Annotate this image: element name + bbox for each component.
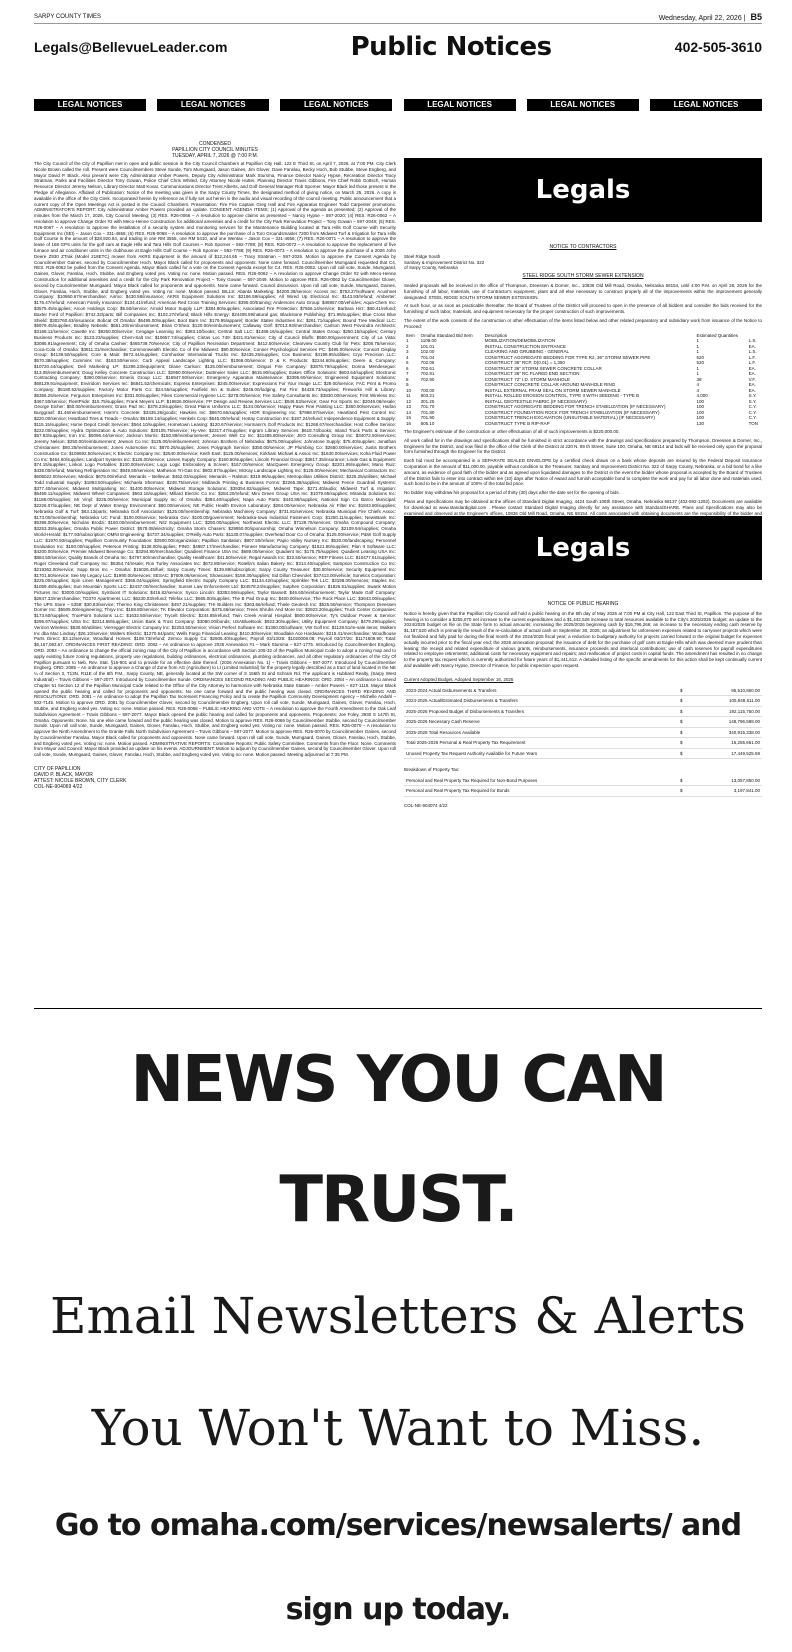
bid-col-standard: Omaha Standard Bid Item bbox=[420, 332, 473, 338]
bid-item-cell: 11 bbox=[406, 393, 411, 399]
contractors-para-6: Each bid must be accompanied in a SEPARATE SEALED ENVELOPE by a certified check drawn on a bank whose deposits are insured by the Federal Deposit Insurance Corporation in the amount of $11,000.00, payable without condition to the Treasurer, Sanitary and Improvement District No. 322 of Sarpy County, Nebraska, or a bid bond for a like amount, as evidence of good faith of the bidder and as agreed upon liquidated damages to the District in the event the bidder whose proposal is accepted by the Board of Trustees of the District fails to enter into contract within ten (10) days after Notice of Award and furnish acceptable bond to complete the work and pay for all labor done and materials used, such bond to be in the amount of 100% of the total bid price. bbox=[404, 458, 762, 487]
budget-amt: 16,255,661.00 bbox=[692, 738, 762, 749]
legal-notices-tab: LEGAL NOTICES bbox=[527, 99, 639, 111]
council-minutes-notice bbox=[34, 141, 396, 991]
issue-date-and-page: Wednesday, April 22, 2026 | B5 bbox=[658, 11, 762, 22]
bid-item-cell: 4 bbox=[696, 387, 699, 393]
contractors-para-7: No bidder may withdraw his proposal for a period of thirty (30) days after the date set for the opening of bids. bbox=[404, 490, 620, 496]
budget-cur: $ bbox=[678, 686, 692, 696]
newsletter-ad[interactable] bbox=[34, 1014, 762, 1627]
contractors-addr-2: Sanitary & Improvement District No. 322 bbox=[404, 259, 485, 265]
bid-item-cell: 100 bbox=[696, 404, 704, 410]
bid-item-cell: CONSTRUCT TRENCH EXCAVATION (UNSUITABLE MATERIAL) (IF NECESSARY) bbox=[484, 415, 655, 421]
budget-row bbox=[404, 786, 762, 797]
budget-table bbox=[404, 686, 762, 760]
bid-item-cell: 1 bbox=[696, 371, 699, 377]
bid-item-cell: 13 bbox=[406, 404, 412, 410]
bid-item-cell: 702.90 bbox=[420, 376, 435, 382]
bid-item-cell: 301.25 bbox=[420, 398, 435, 404]
bid-item-cell: EA. bbox=[748, 371, 756, 377]
bid-item-row bbox=[404, 421, 762, 427]
contractors-subtitle: STEEL RIDGE SOUTH STORM SEWER EXTENSION bbox=[522, 273, 644, 280]
bid-item-cell: 4,000 bbox=[696, 393, 708, 399]
legal-notices-tab: LEGAL NOTICES bbox=[34, 99, 146, 111]
minutes-heading-condensed: CONDENSED bbox=[199, 141, 231, 147]
signature-city: CITY OF PAPILLION bbox=[34, 766, 81, 773]
budget-label: Personal and Real Property Tax Required for Bonds bbox=[404, 786, 678, 797]
budget-label: Total 2025-2026 Personal & Real Property Tax Requirement bbox=[404, 738, 678, 749]
budget-row bbox=[404, 686, 762, 696]
budget-cur: $ bbox=[678, 786, 692, 797]
legal-notices-tab: LEGAL NOTICES bbox=[280, 99, 392, 111]
bid-item-cell: S.Y. bbox=[748, 393, 757, 399]
bid-item-cell: 36' bbox=[696, 376, 703, 382]
bid-item-cell: 702.06 bbox=[420, 360, 435, 366]
bid-item-cell: CONSTRUCT AGGREGATE BEDDING FOR TYPE R2, 36" STORM SEWER PIPE bbox=[484, 354, 651, 360]
budget-amt: 3,197,841.00 bbox=[692, 786, 762, 797]
bid-item-cell: 7 bbox=[406, 371, 409, 377]
budget-amt: 192,115,750.00 bbox=[692, 706, 762, 717]
issue-date: Wednesday, April 22, 2026 bbox=[658, 14, 742, 22]
budget-cur: $ bbox=[678, 748, 692, 759]
bid-item-cell: 16 bbox=[406, 420, 412, 426]
bid-item-cell: 803.21 bbox=[420, 393, 435, 399]
hearing-para: Notice is hereby given that the Papillion City Council will hold a public hearing on the 5th day of May 2026 at 7:00 PM at City Hall, 122 East Third St, Papillion. The purpose of the hearing is to consider a $255,070 net increase to the current expenditures and a $1,442,526 increase to total resources available to the City's 2025/2026 budget; an update to the 2024/2025 budget on file on the State form to actual amounts; increasing the 2025/2026 beginning cash by $16,796,266; an increase to the necessary ending cash reserve by $1,187,520 which is primarily the result of the re-calculation of actual cash on September 30, 2025; an adjustment for unforeseen expenses related to carryover projects which were not finalized and fully paid for during the final month of the 2024/2025 fiscal year; a reduction to budgetary authority for projects carried forward in the original budget for expenses actually incurred prior to the fiscal year end; the 2026 annexation proposal; the issuance of debt for the purchase of golf carts at Eagle Hills which was deemed more prudent than leasing; the receipt and related expenditure of various grants, reimbursements, insurance proceeds and interlocal contributions; use of cash reserves for payroll expenditures related to employee retirements; additional costs for necessary equipment and repairs; and reallocation of project costs in capital funds. The amendment has resulted in no change to the property tax request which is currently authorized for future years of $1,441,612. A detailed listing of the specific amendments for this action shall be kept continually current and available with Nancy Hypse, Director of Finance, for public inspection upon request. bbox=[404, 610, 762, 668]
bid-item-cell: INSTALL CONSTRUCTION ENTRANCE bbox=[484, 343, 567, 349]
bid-item-cell: 4 bbox=[406, 354, 409, 360]
bid-item-cell: CONSTRUCT CONCRETE COLLAR AROUND MANHOLE RING bbox=[484, 382, 616, 388]
budget-cur: $ bbox=[678, 717, 692, 728]
budget-row bbox=[404, 738, 762, 749]
bid-item-cell: 3 bbox=[406, 349, 409, 355]
bid-item-cell: 701.80 bbox=[420, 409, 435, 415]
minutes-body: The City Council of the City of Papillion met in open and public session in the City Council Chambers at Papillion City Hall, 122 E Third St, on April 7, 2026, at 7:00 PM. City Clerk Nicole Brown called the roll. Present were Councilmembers Steve Sunde, Tom Mumgaard, Jason Gaines, Jim Glover, Dave Fanslau, Becky Hoch, Bob Stubbe, Steve Engberg, and Mayor David P. Black. Also present were City Administrator Amber Powers, Deputy City Administrator Mark Stursma, Finance Director Nancy Hypse, Recreation Director Tracy Stratman, Parks and Facilities Director Tony Gowan, Police Chief Chris Whited, City Attorney Nicole Hutter, Planning Director Travis Gibbons, Fire Chief Robb Gottsch, Human Resource Director Jeremy Nelson, Library Director Matt Kovar, Communications Director Trent Alberts, and Golf General Manager Rob Sporner. Mayor Black led those present in the Pledge of Allegiance. Affidavit of Publication: Notice of the meeting was given in the Sarpy County Times, the designated method of giving notice, on March 25, 2026. A copy is available in the office of the City Clerk. Incorporated herein by reference as if fully set out herein is the audio and visual recording of the council meeting. Public announcement that a current copy of the Open Meetings Act is posted in the Council Chambers. Presentation: Fire Fire Captain Greg Hall and Fire Apparatus Engineer Todd Carpenter promotions. ADMINISTRATOR'S REPORT: City Administrator Amber Powers provided an update. CONSENT AGENDA ITEMS: (1) Approval of the agenda as presented; (2) Approval of the minutes from the March 17, 2026, City Council Meeting; (3) RES. R26-0066 – A resolution to approve claims as presented – Nancy Hypse – 597-2020; (4) RES. R26-0062 – A resolution to approve Change Order #2 with Meco-Henne Construction for additional amenities and a credit for the City Park Renovation Project – Tony Gowan – 597-2049; (5) RES. R26-0067 – A resolution to approve the installation of a security system and monitoring services for the Maintenance Building located at Tara Hills Golf Course with Security Equipment Inc (SEI) – Jason Cox – 331-4656; (6) RES. R26-0068 – A resolution to approve the purchase of a Toro Groundsmaster 7200 from Midwest Turf & Irrigation for Tara Hills Golf Course in the amount of $28,920.84, and trading in one RM 3555, one RM 5410, and one Wentax – Jason Cox – 331-4656; (7) RES. R26-0071 – A resolution to approve the lease of 168 GPS units for the golf cars at Eagle Hills and Tara Hills Golf Courses – Rob Sporner – 592-7788; (8) RES. R26-0072 – A resolution to approve the replacement of five furnace and air conditioner units in the clubhouse at Eagle Hills Golf Course – Rob Sporner – 592-7788; (9) RES. R26-0073 – A resolution to approve the purchase of a 2026 John Deere Z930 ZTrak (Model 218ETC) mower from AKRS Equipment in the amount of $12,244.65 – Tracy Stratman – 597-2026. Motion to approve the Consent Agenda by Councilmember Gaines, second by Councilmember Hoch. Mayor Black called for proponents and opponents. None came forward. Councilmember Mumgaard requested that C4, RES. R26-0062 be pulled from the Consent Agenda. Mayor Black called for a vote on the Consent Agenda except for C4. RES. R26-0062. Upon roll call vote, Sunde, Mumgaard, Gaines, Glover, Fanslau, Hoch, Stubbe, and Engberg voted yes. Voting no: none. Motion passed. RES. R26-0062 – A resolution to approve Change Order #2 with Meco-Henne Construction for additional amenities and a credit for the City Park Renovation Project – Tony Gowan – 597-2049. Motion to approve RES. R26-0062 by Councilmember Glover, second by Councilmember Mumgaard. Mayor Black called for proponents and opponents. None came forward. Council discussion. Upon roll call vote, Sunde, Mumgaard, Gaines, Glover, Fanslau, Hoch, Stubbe, and Engberg voted yes. Voting no: none. Motion passed. BILLS: Abanta Marketing: $4200.38/service; Access Inc: $753.27/software; Acushnet Company: $10860.67/merchandise; Airmo: $430.58/insurance; AKRS Equipment Solutions Inc: $2196.59/supplies; All Wired Up Electrical Inc: $143.93/refund; Amberter: $176.47/refund; American Family Insurance: $134.41/refund; American Red Cross Training Services: $395.00/training; Andersons Auto Group: $46957.00/vehicles; Aqua-Chem Inc: $3575.45/supplies; Arcon Holdings Corp: $5.50/service; Arnold Motor Supply LLP: $384.80/supplies; Associated Fire Protection: $7566.14/service; Barbara Hirz: $80.41/refund; Baxter Ford of Papillion: $742.32/parts; Bill Companies Inc: $102.27/refund; Black Hills Energy: $24408.59/natural gas; Blackstone Publishing: $71.98/supplies; Blue Cross Blue Shield: $302760.63/insurance; Bobcat Of Omaha: $6495.00/supplies; Boot Barn Inc: $179.95/apparel; Border States Industries Inc: $261.71/supplies; Bound Tree Medical LLC: $5979.45/supplies; Bradley Nebeski: $651.20/reimbursement; Brian O'Shea: $120.00/reimbursement; Callaway Golf: $7013.93/merchandise; Carlson West Povondra Architects: $3168.11/service; Casette Inc: $9250.00/service; Cengage Learning Inc: $383.10/books; Central Salt LLC: $1489.16/supplies; Central States Group: $250.15/supplies; Century Business Products Inc: $123.23/supplies; Chem-Salt Inc: $10657.74/supplies; Cintas Loc 749: $421.81/service; City of Council Bluffs: $550.00/government; City of La Vista: $3085.91/agreement; City of Omaha Cashier: $465739.70/service; City of Papillion Recreation Department: $412.50/service; Clearview Country Club for Pets: $208.75/service; Coca-Cola of Omaha: $3811.31/merchandise; Commonwealth Electric Co of the Midwest: $90.00/service; Conner Psychological Services PC: $495.00/service; Consort Display Group: $4139.50/supplies; Core & Main: $672.44/supplies; Cornhusker International Trucks Inc: $2435.25/supplies; Cox Business: $4198.95/utilities; Cryo Precision LLC: $570.38/supplies; Cummins Inc: $163.50/service; Curb Appeal Landscape Lighting LLC: $1066.00/service; D & K Products: $2244.60/supplies; Deere & Company: $10720.44/supplies; Dell Marketing LP: $1296.23/equipment; Diane Carlson: $125.00/reimbursement; Dingus Fire Company: $3876.79/supplies; Donna Mendesegue: $13.05/reimbursement; Doug Kelley Concrete Construction LLC: $2950.00/service; Duttmeier Sales LLC: $615.90/supplies; Eakes Office Solutions: $603.64/supplies; Electronic Contracting Company: $360.00/service; Emeris Group LLC: $16947.50/service; Emergency Apparatus Maintenance: $3395.60/service; Engineered Equipment Solutions: $68129.91/equipment; Enviridom Services Inc: $6841.52/chemicals; Express Enterprises: $245.00/service; Expressions For Your Image LLC: $29.00/service; FAC Print & Promo Company: $5180.52/supplies; Factory Motor Parts Co: $24.55/supplies; Fairfield Inn & Suites: $245.00/lodging; Fat Fire: $4428.73/supplies; Fireworks Hill & Library: $5356.25/service; Ferguson Enterprises Inc: $331.00/supplies; Fikes Commercial Hygiene LLC: $278.00/service; Fire Safety Consultants Inc: $3830.00/services; First Wireless Inc: $467.50/service; FleetPride: $15.75/supplies; Frank Meyers LLP: $19826.00/service; FP Design and Review Services LLC: $946.53/service; Gear For Sports Inc: $2049.06/resale; George Eicher: $50.00/reimbursement; Grass Pad Inc: $378.23/supplies; Great Plains Uniforms LLC: $134.00/service; Happy Paws Fine Painting LLC: $360.00/services; Harlan Burggraaf: $1.46/reimbursement; Harm's Concrete: $3435.26/goods; Hawkins Inc: $8670.66/supplies; HDR Engineering Inc: $7968.97/service; Heartland Pest Control Inc: $220.00/service; Heartland Tires & Treads – Omaha: $6159.14/supplies; Henkels Corp: $645.00/refund; Hotray Construction Inc: $187.24/refund; Independence Equipment & Supply: $115.15/supplies; Home Depot Credit Services: $564.10/supplies; Hometown Leasing: $120.67/service; Hormann's Golf Products Inc: $1268.67/merchandise; Host Coffee Service: $222.00/supplies; Hydra Optimization & Auto Solutions: $20105.75/service; Hy-Vee: $2317.47/supplies; Ingram Library Services: $618.74/books; Inland Truck Parts & Service: $57.83/supplies; Iron Inc: $5096.44/service; Jackson Morris: $150.89/reimbursement; Jensen Well Co Inc: $11485.80/service; JEO Consulting Group Inc: $34072.50/services; Jeremy Nelson: $250.00/reimbursement; Jewson Co Inc: $125.00/reimbursement; Johnson Brothers of Nebraska: $675.00/supplies; Johnstone Supply: $75.40/supplies; Jonathan Christiansen: $80.25/reimbursement; Jones Automotive Inc: $870.26/supplies; Jones Polygraph Service: $350.00/service; JP Plumbing Co: $2650.00/services; Justis Brothers Construction Co: $109692.50/services; K Electric Company Inc: $2540.00/service; Keith East: $125.00/services; Kirkham Michael & Assoc Inc: $1630.00/services; Koha Fluid Power Co Inc: $464.60/supplies; Landport Systems Inc: $125.00/service; Larsen Supply Company: $160.60/supplies; Lincoln Financial Group: $3817.35/insurance; Linde Gas & Equipment: $74.15/supplies; Linkon Logo Portables: $100.00/services; Logo Logic Embroidery & Screen: $167.00/service; MacQueen Emergency Group: $2201.95/supplies; Mario Ruiz: $438.00/refund; Marking Refrigeration Inc: $949.50/services; Matheson Tri-Gas Inc: $802.87/supplies; McKay Landscape Lighting Inc: $125.00/services; Mechanical Contractors Inc: $606022.00/services; Medica: $679.00/refund; Menards – Bellevue: $462.03/supplies; Menards – Ralston: $319.96/supplies; Metropolitan Utilities District: $225.25/utilities; Michael Todd Industrial Supply: $1893.50/supplies; Michaela Sherman: $248.75/service; Midlands Printing & Business Forms: $2265.38/supplies; Midwest Fence Guardrail Systems: $377.40/services; Midwest Multiparking Inc: $1400.00/service; Midwest Storage Solutions: $39354.82/supplies; Midwest Tape: $271.40/audio; Midwest Turf & Irrigation: $6469.11/supplies; Midwest Wheel Companies: $563.16/supplies; Millard Electric Co Inc: $284.20/refund; Mini Green Group USA Inc: $1079.65/supplies; Miranda Solutions Inc: $1188.00/supplies; Mr Vinyl: $225.00/service; Municipal Supply Inc of Omaha: $394.40/supplies; Napa Auto Parts: $440.88/supplies; National Sign Co Barco Municipal: $2226.07/supplies; NE Dept of Water Energy Environment: $80.00/services; NE Public Health Environ Laboratory: $284.00/service; Nebraska Air Filter Inc: $1843.80/supplies; Nebraska Golf & Turf: $63.13/parts; Nebraska Golf Association: $125.00/membership; Nebraska Machinery Company: $731.81/services; Nebraska Municipal Fire Chiefs Assoc: $173.00/membership; Nebraska UC Fund: $100.00/service; Nebraska Gov: $100.00/government; Nebraska-Iowa Industrial Fasteners Corp: $1250.11/supplies; NewsBank Inc: $5398.00/service; Nicholas Brodzi: $160.00/reimbursement; Nitz Equipment LLC: $250.00/supplies; Northeast Electric LLC: $7129.76/services; Omaha Compound Company: $3253.39/supplies; Omaha Public Power District: $578.08/electricity; Omaha Storm Chasers: $29950.00/sponsorship; Omaha Winnelson Company: $2109.94/supplies; Omaha World-Herald: $177.93/subscription; OMNI Engineering: $4737.34/supplies; O'Reilly Auto Parts: $1130.07/supplies; Overhead Door Co of Omaha: $125.00/service; P&W Golf Supply LLC: $1970.93/supplies; Papillion Community Foundation: $2500.00/organization; Papillion Sanitation: $807.50/refuse; Papio Valley Nursery Inc: $520.00/landscaping; Personnel Evaluation Inc: $160.00/supplies; Peterson Printing: $138.00/supplies; PING: $4887.17/merchandise; Pioneer Manufacturing Company: $1521.80/supplies; Plan It Software LLC: $4200.00/service; Premier Midwest Beverage Co: $3294.80/merchandise; Quadient Finance USA Inc: $689.00/service; Quadient Inc: $175.75/supplies; Quadient Leasing USA Inc: $884.50/service; Quality Brands of Omaha Inc: $4797.60/merchandise; Quality Healthcare: $41.50/service; Regal Awards Inc: $22.50/service; REP Fitness LLC: $10477.61/supplies; Roger Cleveland Golf Company Inc: $6354.74/resale; Ron Turley Associates Inc: $672.80/service; Rotella's Italian Bakery Inc: $314.40/supplies; Sampson Construction Co Inc: $219362.00/service; Sapp Bros Inc – Omaha: $16026.45/fuel; Sarpy County Times: $139.88/subscription; Sarpy County Treasurer: $30.00/service; Security Equipment Inc: $1701.50/service; See My Legacy LLC: $1990.00/services; SESAC: $7609.06/services; Showcases: $159.30/supplies; Sid Dillon Chevrolet: $37413.00/vehicle; Sonetics Corporation: $225.00/supplies; Spin Linen Management: $366.04/supplies; Springfield Electric Supply Company LLC: $1134.42/supplies; Sprinkler Tek LLC: $3198.00/services; Staples Inc: $1059.48/supplies; Sun Mountain Sports LLC: $2437.00/merchandise; Sunset Law Enforcement Ltd: $24578.24/supplies; Sutphen Corporation: $1826.51/supplies; Swank Motion Pictures Inc: $3000.00/supplies; Symbiont IT Solutions: $416.82/service; Sysco Lincoln: $3353.56/supplies; Taylor Bassett: $46.60/reimbursement; Taylor Made Golf Company: $2847.33/merchandise; TD370 Apartments LLC: $6230.03/refund; Telefax LLC: $665.00/supplies; The B Pad Group Inc: $400.00/service; The Rock Place LLC: $3643.00/supplies; The UPS Store – 5359: $30.83/service; Thermo King Christensen: $457.21/supplies; THI Builders Inc: $363.66/refund; Thiele Geotech Inc: $525.50/service; Thompson Dreessen Dorner Inc: $5505.00/engineering; Thryv Inc: $158.80/service; TK Elevator Corporation: $475.66/service; Trees Shrubs And More Inc: $2923.20/supplies; Truck Center Companies: $173.60/supplies; TruePoint Solutions LLC: $1632.50/service; Trycelt Electric: $244.85/refund; Twin Creek Animal Hospital: $500.00/service; Ty's Outdoor Power & Service: $295.97/supplies; Ultra Inc: $2214.58/supplies; Union Bank & Trust Company: $3080.00/bonds; USABlueBook: $923.30/supplies; Utility Equipment Company: $479.29/supplies; Verizon Wireless: $530.60/utilities; Vierregger Electric Company Inc: $2253.50/service; Vision Perfect Software Inc: $1360.00/software; VW Golf Inc: $1128.51/re-sale items; Walkers Inc dba Mac Lindsay: $26.10/service; Walters Electric: $1270.64/parts; Wells Fargo Financial Leasing: $410.30/service; Woodlake Ace Hardware: $215.41/merchandise; Woodhouse Parts Direct: $3.12/service; Woodland Homes: $108.73/refund; Zemco Supply Co: $2606.40/supplies; Payroll 03/13/26: $1020008.08; Payroll 03/27/26: $1171609.90; Total: $6,167,083.67. ORDINANCES FIRST READING: ORD. 2082 – An ordinance to approve 2026 Annexation #1 – Mark Stursma – 827-1775. Introduced by Councilmember Engberg. ORD. 2083 – An ordinance to change the official zoning map of the City of Papillion in accordance with Section 205-32 of the Papillion Municipal Code to adopt a zoning map and to apply existing future zoning regulations, property use regulations, building ordinances, electrical ordinances, plumbing ordinances, and all other regulatory ordinances of the City Of Papillion pursuant to Neb. Rev. Stat. §16-901 and to provide for an effective date thereof. (2026 Annexation No. 1) – Travis Gibbons – 597-2077. Introduced by Councilmember Engberg. ORD. 2085 – An ordinance to approve a Change of Zone from AG (Agriculture) to LI (Limited Industrial) for the property legally described as a tract of land located in the NE ¼ of Section 3, T13N, R11E of the 6th P.M., Sarpy County, NE, generally located at the SW corner of S 156th St and Schram Rd. The applicant is Hubbard Realty, (Sarpy West Industrial) – Travis Gibbons – 597-2077. Introduced by Councilmember Sunde. ORDINANCES SECOND READING AND PUBLIC HEARINGS: ORD. 2084 – An ordinance to amend Chapter 51 Section 12 of the Papillion Municipal Code related to the Office of the City Attorney to harmonize with Nebraska State Statute – Amber Powers – 827-1118. Mayor Black opened the public hearing and called for proponents and opponents. No one came forward and the public hearing was closed. ORDINANCES THIRD READING AND RESOLUTIONS: ORD. 2081 – An ordinance to adopt the Papillion Tax Increment Financing Policy and to create the Papillion Community Development Agency – Michelle Andahl – 502-7145. Motion to approve ORD. 2081 by Councilmember Glover, second by Councilmember Engberg. Upon roll call vote, Sunde, Mumgaard, Gaines, Glover, Fanslau, Hoch, Stubbe, and Engberg voted yes. Voting no: none. Motion passed. RES. R26-0068 – PUBLIC HEARING AND VOTE – A resolution to approve the Fourth Amendment to the Oak Leaf Subdivision Agreement – Travis Gibbons – 597-2077. Mayor Black opened the public hearing and called for proponents and opponents. Proponents: Joe Foley, 3930 S 147th St, Omaha. Opponents: None. No one else came forward and the public hearing was closed. Motion to approve RES. R26-0069 by Councilmember Stubbe, second by Councilmember Sunde. Upon roll call vote, Sunde, Mumgaard, Gaines, Glover, Fanslau, Hoch, Stubbe, and Engberg voted yes. Voting no: none. Motion passed. RES. R26-0070 – A resolution to approve the Ninth Amendment to the Granite Falls North Subdivision Agreement – Travis Gibbons – 597-2077. Motion to approve RES. R26-0070 by Councilmember Gaines, second by Councilmember Fanslau. Mayor Black called for proponents and opponents. None came forward. Upon roll call vote, Sunde, Mumgaard, Gaines, Glover, Fanslau, Hoch, Stubbe, and Engberg voted yes. Voting no: none. Motion passed. ADMINISTRATIVE REPORTS: Committee Reports: Public Safety Committee. Comments from the Floor: None. Comments from Mayor and Council: Mayor Black provided an update on his events. ADJOURNMENT: Motion to adjourn by Councilmember Gaines, second by Councilmember Glover. Upon roll call vote, Sunde, Mumgaard, Gaines, Glover, Fanslau, Hoch, Stubbe, and Engberg voted yes. Voting no: none. Motion passed. Meeting adjourned at 7:35 PM. bbox=[34, 161, 396, 758]
budget-label: 2025-2026 Necessary Cash Reserve bbox=[404, 717, 678, 728]
budget-amt: 17,449,525.59 bbox=[692, 748, 762, 759]
budget-label: Unused Property Tax Request Authority Available for Future Years bbox=[404, 748, 678, 759]
bid-item-cell: 8 bbox=[406, 376, 409, 382]
legals-banner bbox=[404, 516, 762, 580]
bid-item-cell: 700.00 bbox=[420, 387, 435, 393]
ad-line-2: Email Newsletters & Alerts bbox=[50, 1287, 746, 1345]
bid-item-cell: C.Y. bbox=[748, 415, 757, 421]
contact-phone: 402-505-3610 bbox=[674, 39, 762, 55]
budget-cur: $ bbox=[678, 738, 692, 749]
budget-amt: 148,796,588.00 bbox=[692, 717, 762, 728]
legals-banner-text: Legals bbox=[535, 175, 631, 205]
section-header bbox=[34, 26, 762, 68]
bid-item-cell: 2 bbox=[406, 343, 409, 349]
bid-item-cell: 701.90 bbox=[420, 415, 435, 421]
bid-items-table bbox=[404, 333, 762, 427]
section-title: Public Notices bbox=[350, 32, 552, 62]
bid-item-cell: 701.04 bbox=[420, 354, 435, 360]
contractors-para-2: At such hour, or as soon as practicable thereafter, the Board of Trustees of the District will proceed to open in the presence of all bidders and consider the bids received for the furnishing of such labor, materials, and equipment necessary for the proper construction of such improvements. bbox=[404, 303, 762, 315]
section-divider bbox=[34, 1008, 762, 1009]
contractors-title: NOTICE TO CONTRACTORS bbox=[549, 244, 617, 250]
contractors-para-5: All work called for in the drawings and specifications shall be furnished in strict accordance with the drawings and specifications prepared by Thompson, Dreessen & Dorner, Inc., Engineers for the District, and now filed in the office of the Clerk of the District at 220 N. 89 th Street, Suite 100, Omaha, NE 68114 and bids will be received only upon the proposal form furnished through the Engineer for the District. bbox=[404, 437, 762, 455]
legal-notices-tab: LEGAL NOTICES bbox=[157, 99, 269, 111]
legals-banner bbox=[404, 158, 762, 222]
bid-item-cell: 9 bbox=[406, 382, 409, 388]
budget-amt: 95,510,850.00 bbox=[692, 686, 762, 696]
bid-item-cell: CONSTRUCT 36" RC FLARED END SECTION bbox=[484, 371, 580, 377]
budget-row bbox=[404, 706, 762, 717]
budget-row bbox=[404, 748, 762, 759]
bid-item-cell: TON bbox=[748, 420, 758, 426]
bid-item-cell: 100 bbox=[696, 398, 704, 404]
bid-item-cell: 12 bbox=[406, 398, 412, 404]
bid-item-cell: 520 bbox=[696, 354, 704, 360]
bid-item-cell: L.S. bbox=[748, 338, 757, 344]
contractors-para-1: Sealed proposals will be received in the office of Thompson, Dreessen & Dorner, Inc., 10836 Old Mill Road, Omaha, Nebraska 68154, until 4:00 P.M. on April 28, 2026 for the furnishing of all labor, materials, use of Contractor's equipment, plant and all else necessary to construct properly all of the improvements within the improvement generally designated: STEEL RIDGE SOUTH STORM SEWER EXTENSION. bbox=[404, 282, 762, 300]
bid-item-cell: L.S. bbox=[748, 349, 757, 355]
bid-item-cell: 1109.00 bbox=[420, 338, 437, 344]
bid-item-cell: CONSTRUCT TYPE B RIP-RAP bbox=[484, 420, 550, 426]
bid-item-cell: C.Y. bbox=[748, 409, 757, 415]
paper-name: SARPY COUNTY TIMES bbox=[34, 13, 102, 20]
bid-item-cell: 5 bbox=[406, 360, 409, 366]
budget-label: Personal and Real Property Tax Required for Non-Bond Purposes bbox=[404, 776, 678, 786]
bid-item-cell: L.F. bbox=[748, 354, 756, 360]
contractors-para-4: The Engineer's estimate of the construction or other effectuation of all of such improvements is $220,000.00. bbox=[404, 429, 620, 435]
bid-item-cell: 100 bbox=[696, 415, 704, 421]
minutes-signature bbox=[34, 766, 396, 790]
bid-item-cell: 102.00 bbox=[420, 349, 435, 355]
legal-notices-tab: LEGAL NOTICES bbox=[404, 99, 516, 111]
bid-item-cell: 1 bbox=[406, 338, 409, 344]
bid-item-cell: 701.70 bbox=[420, 404, 435, 410]
bid-item-cell: 14 bbox=[406, 409, 412, 415]
bid-item-cell: CONSTRUCT 36" STORM SEWER CONCRETE COLLAR bbox=[484, 365, 602, 371]
bid-item-cell: CONSTRUCT 36" RCP, D(0.01) = 1,350 bbox=[484, 360, 565, 366]
bid-item-cell: CONSTRUCT 72" I.D. STORM MANHOLE bbox=[484, 376, 570, 382]
masthead bbox=[34, 10, 762, 24]
bid-item-cell: INSTALL EXTERNAL FRAM SEAL ON STORM SEWER MANHOLE bbox=[484, 387, 621, 393]
contractors-para-8: Plans and Specifications may be obtained at the offices of Standard Digital Imaging, 4424 South 108th Street, Omaha, Nebraska 68137 (402-592-1292). Documents are available for download at www.standardigital.com . Please contact Standard Digital Imaging directly for any assistance with StandardSHARE. Plans and Specifications may also be examined and observed at the Engineer's offices, 10836 Old Mill Road, Omaha, NE 68154. All costs associated with obtaining documents are the responsibility of the bidder and bbox=[404, 499, 762, 516]
bid-item-cell: EA. bbox=[748, 343, 756, 349]
budget-row bbox=[404, 717, 762, 728]
bid-col-description: Description bbox=[484, 332, 508, 338]
budget-amt: 105,948,611.00 bbox=[692, 696, 762, 707]
bid-item-cell: 1 bbox=[696, 365, 699, 371]
budget-cur: $ bbox=[678, 776, 692, 786]
bid-items-body bbox=[404, 338, 762, 426]
bid-item-cell: 1 bbox=[696, 338, 699, 344]
legal-notices-bar bbox=[34, 99, 762, 111]
legals-banner-text: Legals bbox=[535, 533, 631, 563]
minutes-heading-council: PAPILLION CITY COUNCIL MINUTES bbox=[172, 147, 258, 153]
contractors-addr-3: of Sarpy County, Nebraska bbox=[404, 265, 458, 271]
contractors-para-3: The extent of the work consists of the construction or other effectuation of the items listed below and other related preparatory and subsidiary work from issuance of the Notice to Proceed: bbox=[404, 317, 762, 329]
bid-item-cell: 6 bbox=[406, 365, 409, 371]
budget-label: 2024-2025 Actual/Estimated Disbursements & Transfers bbox=[404, 696, 678, 707]
bid-item-cell: 702.81 bbox=[420, 371, 435, 377]
hearing-title: NOTICE OF PUBLIC HEARING bbox=[547, 601, 619, 607]
contact-email[interactable]: Legals@BellevueLeader.com bbox=[34, 39, 228, 55]
bid-item-cell: S.Y. bbox=[748, 398, 757, 404]
hearing-footer: COL-NE-904074 4/22 bbox=[404, 802, 448, 808]
bid-item-cell: 1 bbox=[696, 343, 699, 349]
breakdown-table bbox=[404, 776, 762, 797]
bid-item-cell: 15 bbox=[406, 415, 412, 421]
bid-item-cell: 4 bbox=[696, 382, 699, 388]
bid-item-cell: INSTALL GEOTEXTILE FABRIC (IF NECESSARY) bbox=[484, 398, 587, 404]
bid-item-cell: INSTALL ROLLED EROSION CONTROL, TYPE II WITH SEEDING - TYPE B bbox=[484, 393, 640, 399]
bid-item-cell: L.F. bbox=[748, 360, 756, 366]
bid-item-cell: 130 bbox=[696, 420, 704, 426]
ad-line-3: You Won't Want to Miss. bbox=[91, 1399, 705, 1457]
bid-item-cell: 1 bbox=[696, 349, 699, 355]
bid-item-cell: EA. bbox=[748, 387, 756, 393]
signature-ref: COL-NE-904069 4/22 bbox=[34, 784, 83, 791]
bid-item-cell: 101.01 bbox=[420, 343, 435, 349]
budget-row bbox=[404, 727, 762, 738]
bid-item-cell: CONSTRUCT AGGREGATE BEDDING FOR TRENCH STABILIZATION (IF NECESSARY) bbox=[484, 404, 666, 410]
bid-col-item: Item bbox=[406, 332, 415, 338]
budget-cur: $ bbox=[678, 696, 692, 707]
bid-item-cell: 100 bbox=[696, 409, 704, 415]
budget-heading: Current Adopted Budget, Adopted September 16, 2025 bbox=[404, 676, 514, 682]
bid-col-quantity: Estimated Quantities bbox=[696, 332, 738, 338]
breakdown-heading: Breakdown of Property Tax: bbox=[404, 767, 460, 773]
bid-item-cell: 520 bbox=[696, 360, 704, 366]
budget-amt: 13,057,850.00 bbox=[692, 776, 762, 786]
bid-item-cell: CLEARING AND GRUBBING - GENERAL bbox=[484, 349, 570, 355]
bid-item-cell: C.Y. bbox=[748, 404, 757, 410]
signature-mayor: DAVID P. BLACK, MAYOR bbox=[34, 772, 93, 779]
bid-item-cell: 702.61 bbox=[420, 365, 435, 371]
budget-row bbox=[404, 696, 762, 707]
ad-headline: NEWS YOU CAN TRUST. bbox=[130, 1043, 666, 1237]
budget-amt: 340,915,338.00 bbox=[692, 727, 762, 738]
budget-label: 2025-2026 Total Resources Available bbox=[404, 727, 678, 738]
budget-label: 2023-2024 Actual Disbursements & Transfers bbox=[404, 686, 678, 696]
public-hearing-notice bbox=[404, 602, 762, 1000]
budget-cur: $ bbox=[678, 727, 692, 738]
bid-item-cell: EA. bbox=[748, 382, 756, 388]
ad-signup-url[interactable]: Go to omaha.com/services/newsalerts/ and sign up today. bbox=[54, 1508, 742, 1627]
notice-to-contractors bbox=[404, 244, 762, 516]
budget-cur: $ bbox=[678, 706, 692, 717]
page-number: B5 bbox=[750, 11, 762, 22]
bid-item-cell: EA. bbox=[748, 365, 756, 371]
bid-item-cell: 805.10 bbox=[420, 420, 435, 426]
bid-item-cell: 10 bbox=[406, 387, 412, 393]
contractors-addr-1: Steel Ridge South bbox=[404, 253, 441, 259]
budget-label: 2025-2026 Proposed Budget of Disbursements & Transfers bbox=[404, 706, 678, 717]
minutes-heading-date: TUESDAY, APRIL 7, 2026 @ 7:00 P.M. bbox=[171, 153, 259, 159]
budget-row bbox=[404, 776, 762, 786]
bid-item-cell: CONSTRUCT FOUNDATION ROCK FOR TRENCH STABILIZATION (IF NECESSARY) bbox=[484, 409, 660, 415]
signature-attest: ATTEST: NICOLE BROWN, CITY CLERK bbox=[34, 778, 127, 785]
bid-item-cell: MOBILIZATION/DEMOBILIZATION bbox=[484, 338, 556, 344]
legal-notices-tab: LEGAL NOTICES bbox=[650, 99, 762, 111]
bid-item-cell: V.F. bbox=[748, 376, 756, 382]
